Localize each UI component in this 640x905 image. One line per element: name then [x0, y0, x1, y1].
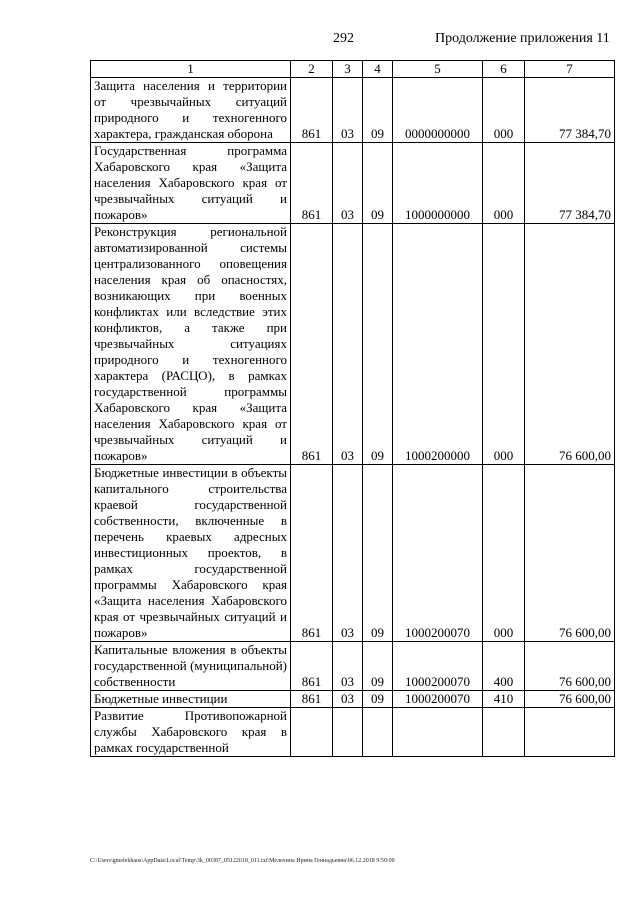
- row-rz: 03: [333, 691, 363, 708]
- column-header: 1: [91, 61, 291, 78]
- page-number: 292: [333, 31, 354, 46]
- row-csr: 1000000000: [393, 143, 483, 224]
- row-name: Государственная программа Хабаровского края «Защита населения Хабаровского края от чрезвычайных ситуаций и пожаров»: [91, 143, 291, 224]
- row-rz: 03: [333, 224, 363, 465]
- row-grbs: [291, 708, 333, 757]
- row-grbs: 861: [291, 465, 333, 642]
- table-row: [91, 78, 615, 143]
- row-pr: 09: [363, 224, 393, 465]
- row-grbs: 861: [291, 78, 333, 143]
- row-rz: 03: [333, 143, 363, 224]
- row-pr: 09: [363, 691, 393, 708]
- row-name: Реконструкция региональной автоматизированной системы централизованного оповещения населения края об опасностях, возникающих при военных конфликтах или вследствие этих конфликтов, а также при чрезвычайных ситуациях природного и техногенного характера (РАСЦО), в рамках государственной программы Хабаровского края «Защита населения Хабаровского края от чрезвычайных ситуаций и пожаров»: [91, 224, 291, 465]
- row-name: Защита населения и территории от чрезвычайных ситуаций природного и техногенного характера, гражданская оборона: [91, 78, 291, 143]
- row-grbs: 861: [291, 691, 333, 708]
- row-vr: 410: [483, 691, 525, 708]
- row-grbs: 861: [291, 143, 333, 224]
- row-sum: 77 384,70: [525, 143, 615, 224]
- row-name: Бюджетные инвестиции: [91, 691, 291, 708]
- row-name: Бюджетные инвестиции в объекты капитального строительства краевой государственной собственности, включенные в перечень краевых адресных инвестиционных проектов, в рамках государственной программы Хабаровского края «Защита населения Хабаровского края от чрезвычайных ситуаций и пожаров»: [91, 465, 291, 642]
- row-sum: 76 600,00: [525, 642, 615, 691]
- row-pr: 09: [363, 143, 393, 224]
- row-vr: 400: [483, 642, 525, 691]
- row-rz: 03: [333, 465, 363, 642]
- column-header: 4: [363, 61, 393, 78]
- row-csr: [393, 708, 483, 757]
- row-sum: 76 600,00: [525, 465, 615, 642]
- row-vr: 000: [483, 465, 525, 642]
- row-name: Капитальные вложения в объекты государственной (муниципальной) собственности: [91, 642, 291, 691]
- row-csr: 1000200070: [393, 642, 483, 691]
- row-pr: 09: [363, 78, 393, 143]
- row-vr: 000: [483, 143, 525, 224]
- row-csr: 0000000000: [393, 78, 483, 143]
- table-row: [91, 642, 615, 691]
- budget-table: [90, 60, 615, 757]
- row-csr: 1000200070: [393, 691, 483, 708]
- row-csr: 1000200070: [393, 465, 483, 642]
- table-row: [91, 224, 615, 465]
- row-grbs: 861: [291, 642, 333, 691]
- row-rz: 03: [333, 642, 363, 691]
- table-row: [91, 143, 615, 224]
- row-vr: 000: [483, 224, 525, 465]
- row-pr: [363, 708, 393, 757]
- footer-file-path: C:\Users\gmelekhaus\AppData\Local\Temp\3k_00387_05122018_011.txt\Мелехина Ирина Геннадьевна\06.12.2018 9:50:09: [90, 858, 395, 864]
- row-pr: 09: [363, 465, 393, 642]
- row-sum: 76 600,00: [525, 224, 615, 465]
- column-header: 7: [525, 61, 615, 78]
- row-rz: 03: [333, 78, 363, 143]
- row-rz: [333, 708, 363, 757]
- row-pr: 09: [363, 642, 393, 691]
- column-header: 5: [393, 61, 483, 78]
- row-csr: 1000200000: [393, 224, 483, 465]
- row-name: Развитие Противопожарной службы Хабаровского края в рамках государственной: [91, 708, 291, 757]
- column-header: 6: [483, 61, 525, 78]
- table-row: [91, 691, 615, 708]
- row-vr: 000: [483, 78, 525, 143]
- row-vr: [483, 708, 525, 757]
- column-header: 3: [333, 61, 363, 78]
- column-header: 2: [291, 61, 333, 78]
- table-row: [91, 465, 615, 642]
- row-sum: [525, 708, 615, 757]
- row-sum: 76 600,00: [525, 691, 615, 708]
- table-header-row: [91, 61, 615, 78]
- continuation-title: Продолжение приложения 11: [435, 31, 610, 46]
- table-row: [91, 708, 615, 757]
- row-grbs: 861: [291, 224, 333, 465]
- row-sum: 77 384,70: [525, 78, 615, 143]
